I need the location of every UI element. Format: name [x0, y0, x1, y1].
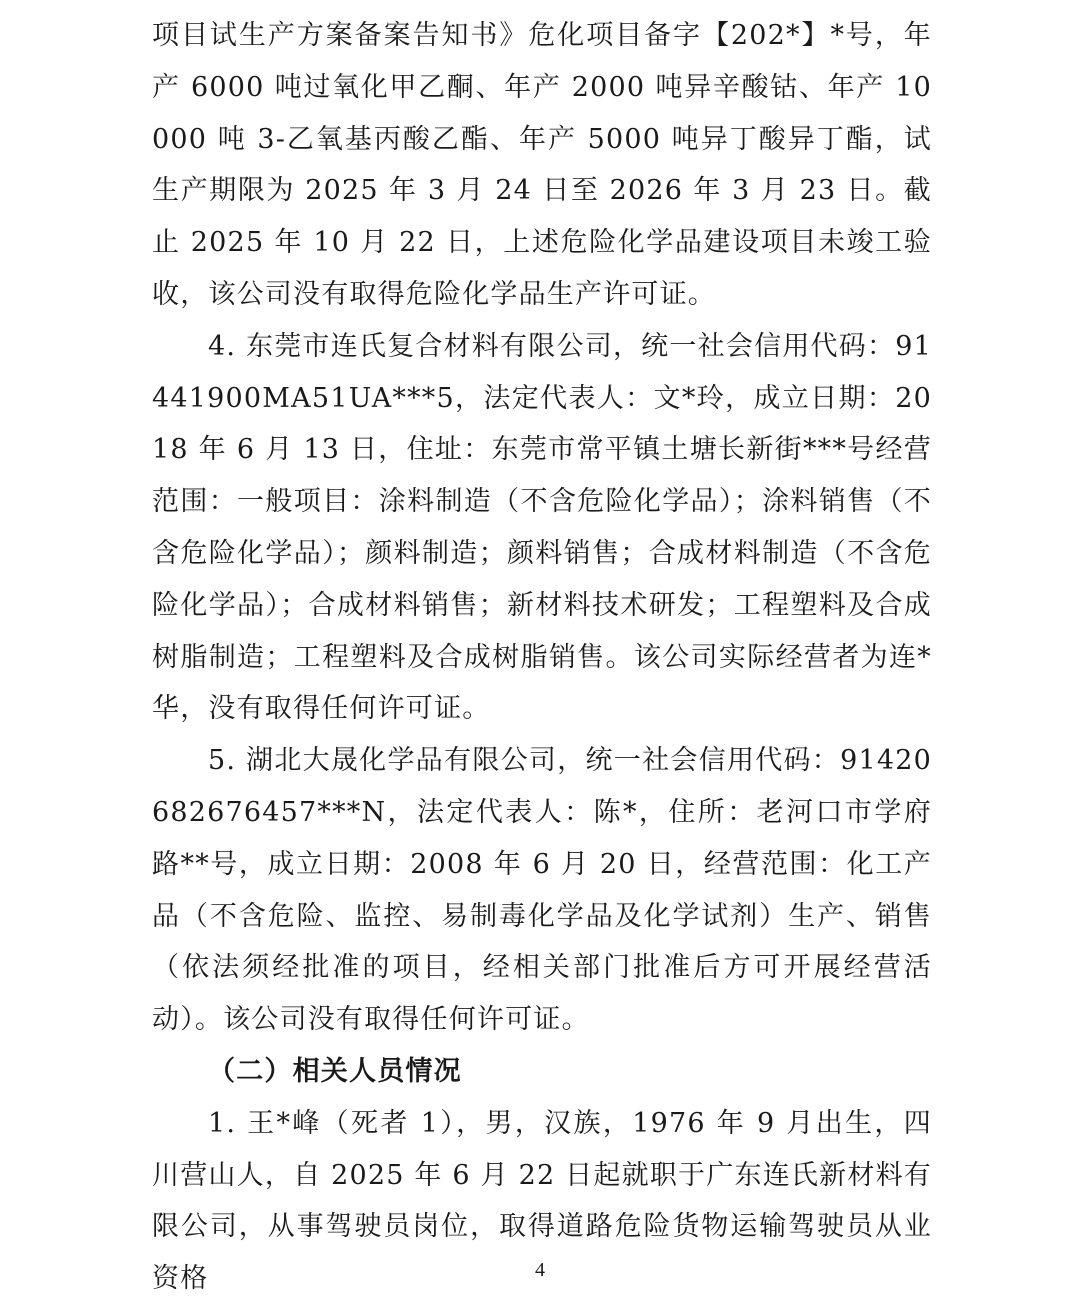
- paragraph-company-5: 5. 湖北大晟化学品有限公司，统一社会信用代码：91420682676457***N，法定代表人：陈*，住所：老河口市学府路**号，成立日期：2008 年 6 月 20 日，经营范围：化工产品（不含危险、监控、易制毒化学品及化学试剂）生产、销售（依法须经批准的项目，经相关部门批准后方可开展经营活动）。该公司没有取得任何许可证。: [152, 745, 932, 1036]
- paragraph-continuation: 项目试生产方案备案告知书》危化项目备字【202*】*号，年产 6000 吨过氧化甲乙酮、年产 2000 吨异辛酸钴、年产 10000 吨 3-乙氧基丙酸乙酯、年产 5000 吨异丁酸异丁酯，试生产期限为 2025 年 3 月 24 日至 2026 年 3 月 23 日。截止 2025 年 10 月 22 日，上述危险化学品建设项目未竣工验收，该公司没有取得危险化学品生产许可证。: [152, 20, 932, 310]
- page-number: 4: [535, 1259, 545, 1281]
- body-text: [152, 10, 932, 1305]
- paragraph-company-4: 4. 东莞市连氏复合材料有限公司，统一社会信用代码：91441900MA51UA***5，法定代表人：文*玲，成立日期：2018 年 6 月 13 日，住址：东莞市常平镇土塘长新街***号经营范围：一般项目：涂料制造（不含危险化学品）；涂料销售（不含危险化学品）；颜料制造；颜料销售；合成材料制造（不含危险化学品）；合成材料销售；新材料技术研发；工程塑料及合成树脂制造；工程塑料及合成树脂销售。该公司实际经营者为连*华，没有取得任何许可证。: [152, 330, 932, 725]
- section-heading-personnel: （二）相关人员情况: [208, 1055, 462, 1087]
- paragraph-person-1: 1. 王*峰（死者 1），男，汉族，1976 年 9 月出生，四川营山人，自 2025 年 6 月 22 日起就职于广东连氏新材料有限公司，从事驾驶员岗位，取得道路危险货物运输驾驶员从业资格: [152, 1107, 932, 1295]
